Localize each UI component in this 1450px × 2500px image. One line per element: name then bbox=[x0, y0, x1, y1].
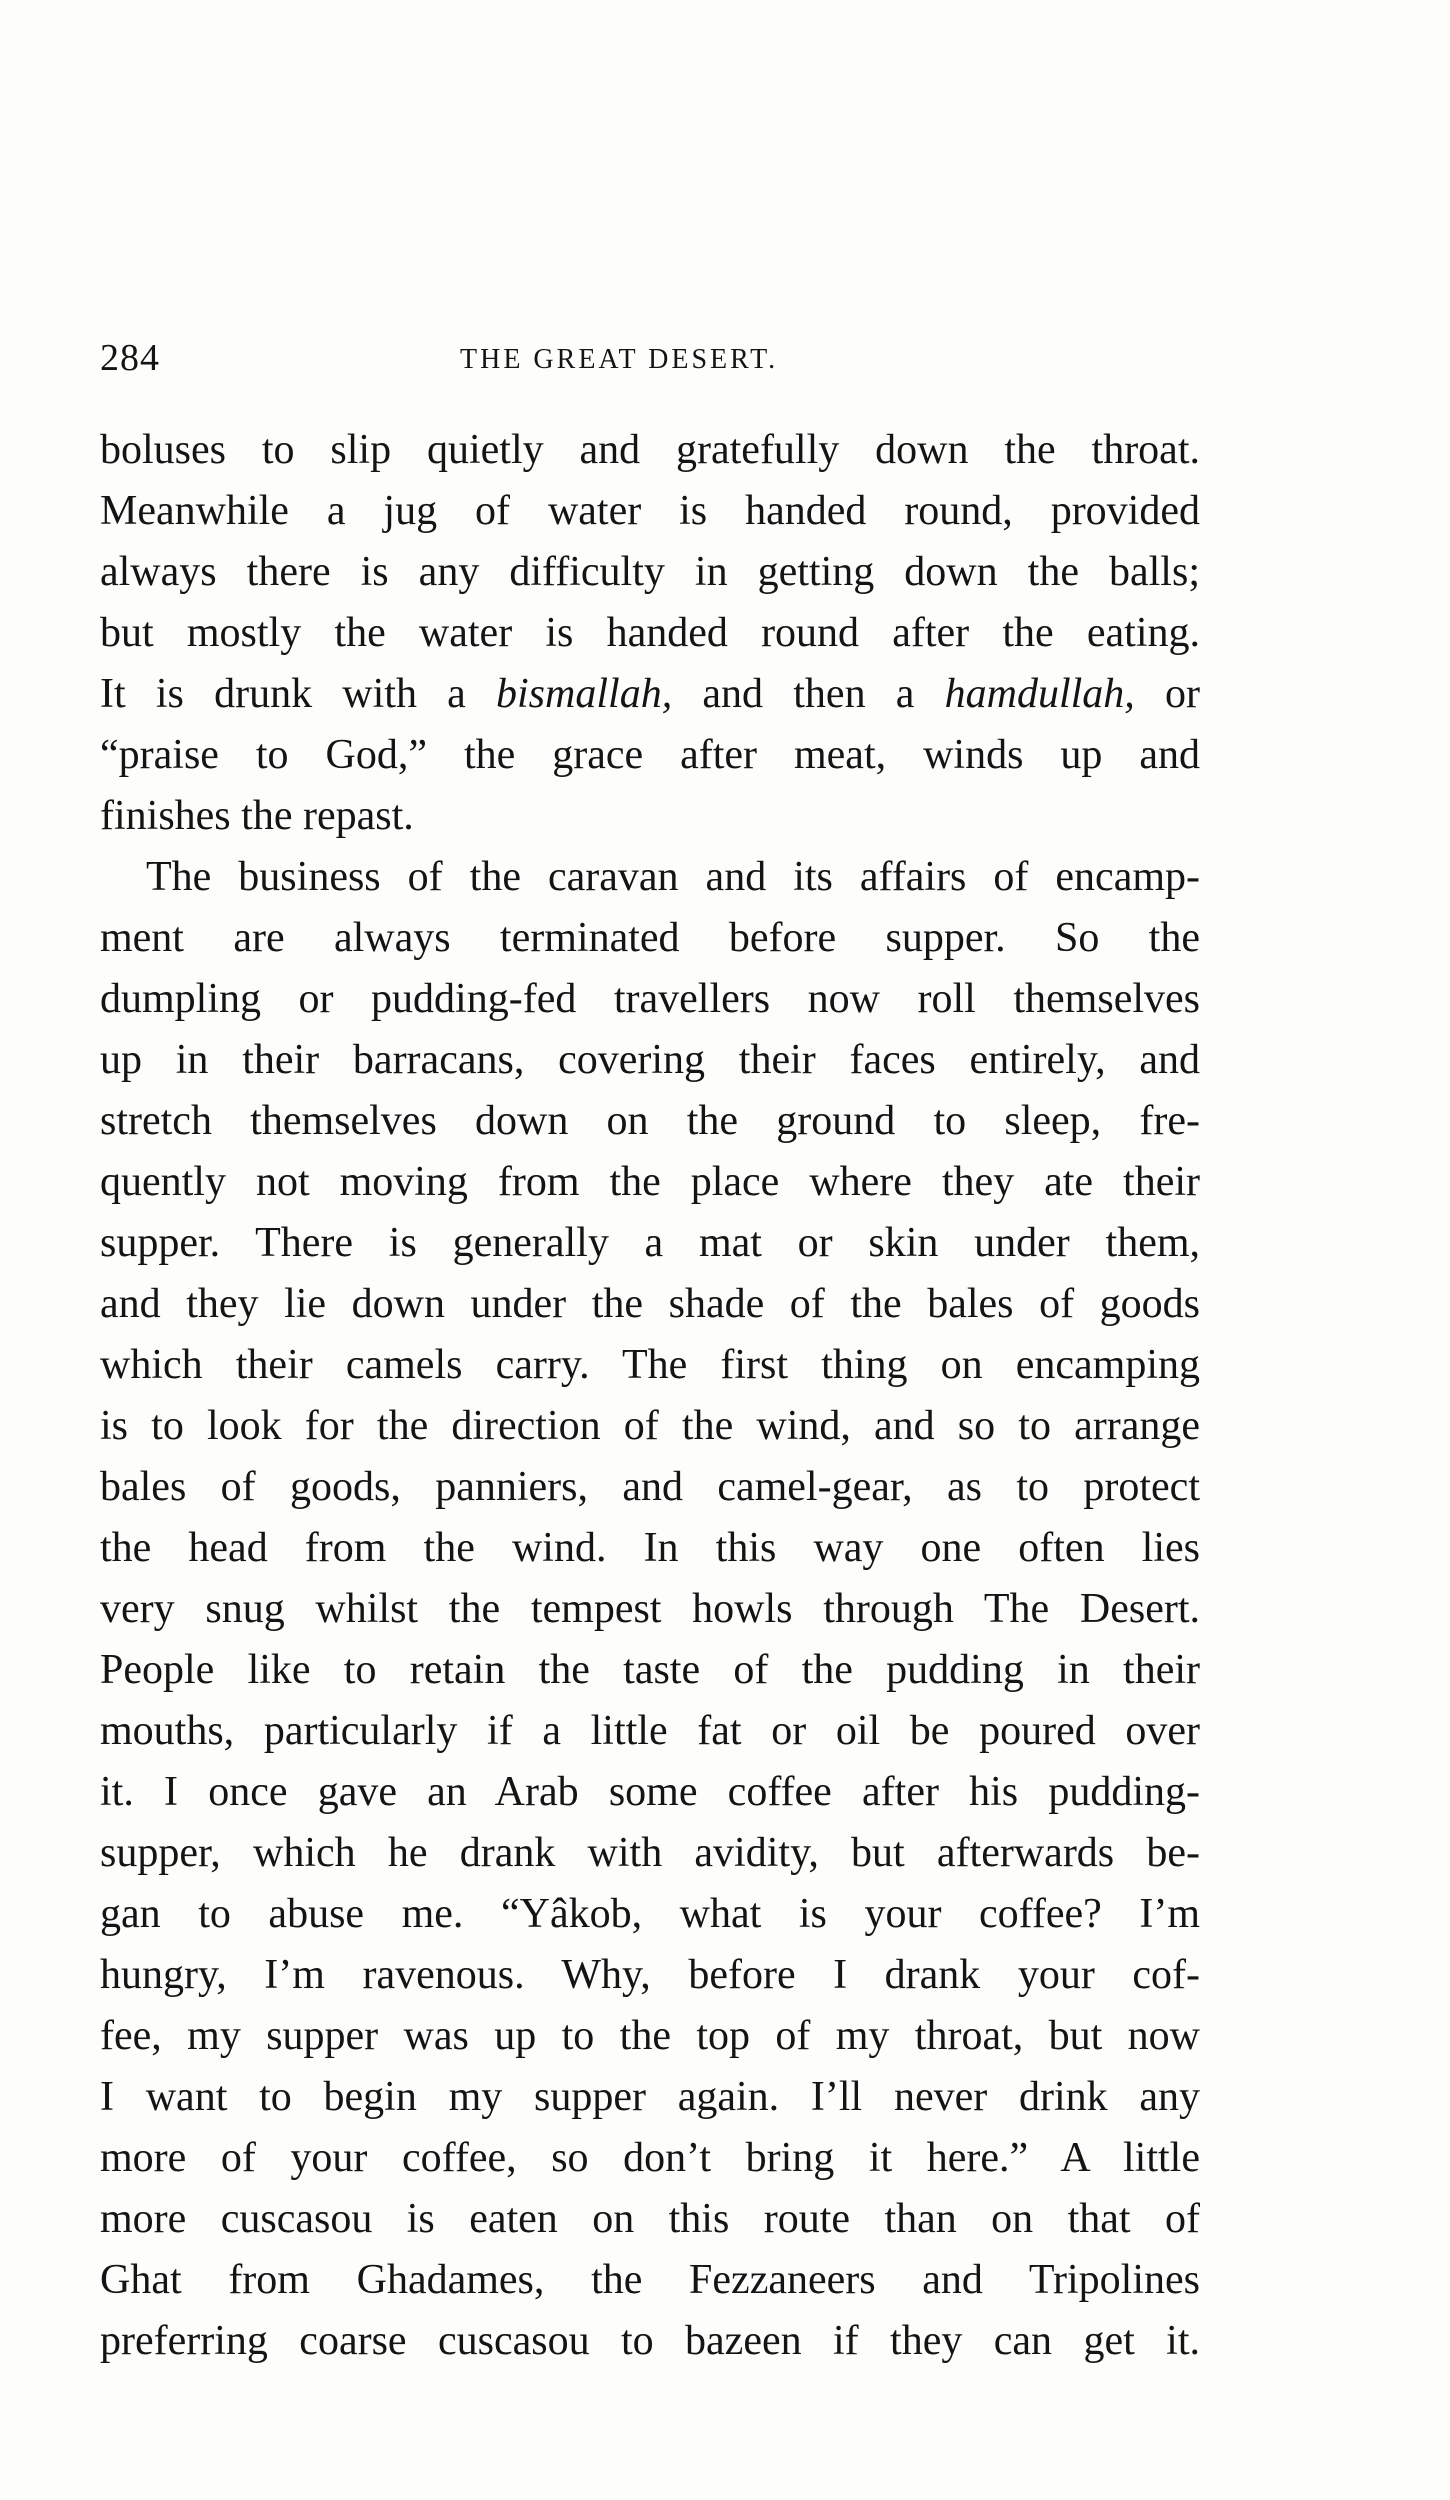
text-line: it. I once gave an Arab some coffee after his pudding- bbox=[100, 1769, 1200, 1815]
text-line: preferring coarse cuscasou to bazeen if they can get it. bbox=[100, 2318, 1200, 2364]
text-line: bales of goods, panniers, and camel-gear, as to protect bbox=[100, 1464, 1200, 1510]
text-line: mouths, particularly if a little fat or oil be poured over bbox=[100, 1708, 1200, 1754]
text-line: always there is any difficulty in getting down the balls; bbox=[100, 549, 1200, 595]
text-line: Meanwhile a jug of water is handed round, provided bbox=[100, 488, 1200, 534]
text-line: boluses to slip quietly and gratefully down the throat. bbox=[100, 427, 1200, 473]
text-line: but mostly the water is handed round after the eating. bbox=[100, 610, 1200, 656]
text-line: quently not moving from the place where they ate their bbox=[100, 1159, 1200, 1205]
text-line: very snug whilst the tempest howls through The Desert. bbox=[100, 1586, 1200, 1632]
text-segment: and then a bbox=[672, 671, 945, 717]
text-line: finishes the repast. bbox=[100, 793, 414, 839]
text-line: which their camels carry. The first thing on encamping bbox=[100, 1342, 1200, 1388]
text-line: I want to begin my supper again. I’ll never drink any bbox=[100, 2074, 1200, 2120]
text-line: hungry, I’m ravenous. Why, before I drank your cof- bbox=[100, 1952, 1200, 1998]
text-line: Ghat from Ghadames, the Fezzaneers and Tripolines bbox=[100, 2257, 1200, 2303]
text-line: fee, my supper was up to the top of my throat, but now bbox=[100, 2013, 1200, 2059]
text-line bbox=[100, 664, 1200, 725]
text-line: up in their barracans, covering their faces entirely, and bbox=[100, 1037, 1200, 1083]
body-text bbox=[100, 420, 1200, 2372]
text-segment: or bbox=[1134, 671, 1201, 717]
text-line: gan to abuse me. “Yâkob, what is your coffee? I’m bbox=[100, 1891, 1200, 1937]
text-segment: It is drunk with a bbox=[100, 671, 497, 717]
italic-term: hamdullah, bbox=[944, 671, 1135, 717]
running-head: THE GREAT DESERT. bbox=[460, 344, 779, 375]
page-number: 284 bbox=[100, 337, 160, 379]
text-line: is to look for the direction of the wind, and so to arrange bbox=[100, 1403, 1200, 1449]
text-line: more of your coffee, so don’t bring it here.” A little bbox=[100, 2135, 1200, 2181]
page-header bbox=[100, 336, 1200, 396]
text-line: ment are always terminated before supper. So the bbox=[100, 915, 1200, 961]
text-line: stretch themselves down on the ground to sleep, fre- bbox=[100, 1098, 1200, 1144]
text-line: and they lie down under the shade of the bales of goods bbox=[100, 1281, 1200, 1327]
text-line: “praise to God,” the grace after meat, winds up and bbox=[100, 732, 1200, 778]
text-line: People like to retain the taste of the pudding in their bbox=[100, 1647, 1200, 1693]
text-line: the head from the wind. In this way one often lies bbox=[100, 1525, 1200, 1571]
text-line: more cuscasou is eaten on this route than on that of bbox=[100, 2196, 1200, 2242]
italic-term: bismallah, bbox=[496, 671, 673, 717]
text-line: supper. There is generally a mat or skin under them, bbox=[100, 1220, 1200, 1266]
text-line: The business of the caravan and its affairs of encamp- bbox=[146, 854, 1200, 900]
text-line: dumpling or pudding-fed travellers now roll themselves bbox=[100, 976, 1200, 1022]
text-line: supper, which he drank with avidity, but afterwards be- bbox=[100, 1830, 1200, 1876]
